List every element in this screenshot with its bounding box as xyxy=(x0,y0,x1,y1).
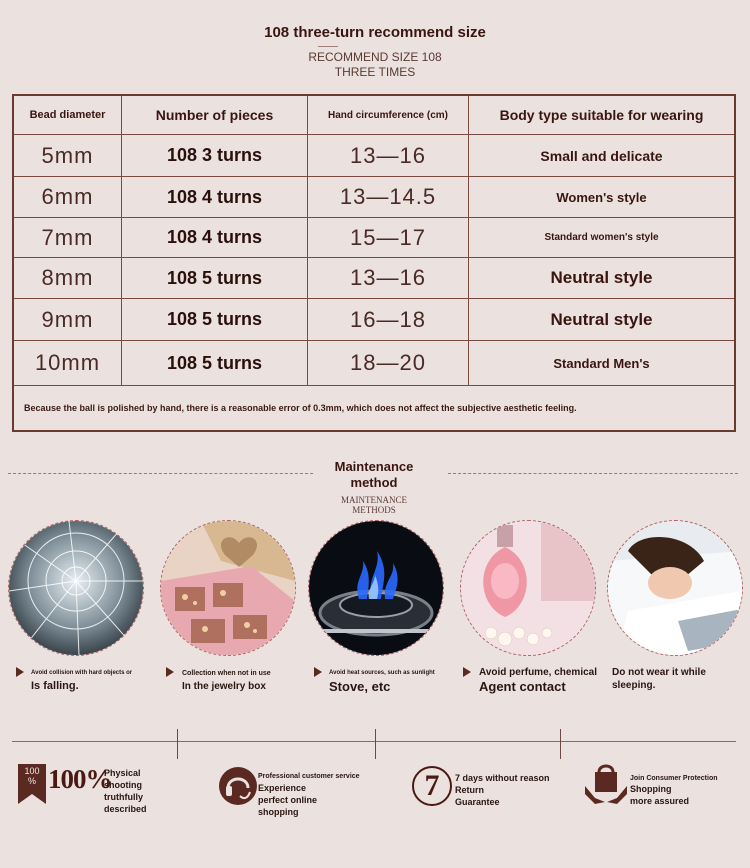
badge-percent: % xyxy=(27,776,36,786)
cell-pieces: 108 3 turns xyxy=(122,135,308,177)
cell-body: Neutral style xyxy=(469,258,736,299)
guarantee-text xyxy=(104,767,147,815)
title-underline xyxy=(318,46,338,47)
caption-small: Avoid collision with hard objects or xyxy=(31,670,133,676)
gas-flame-icon xyxy=(308,520,444,656)
cell-hand: 13—16 xyxy=(308,135,469,177)
caption-pointer-icon xyxy=(16,667,24,677)
cell-pieces: 108 5 turns xyxy=(122,258,308,299)
maintenance-caption xyxy=(612,666,706,692)
size-table xyxy=(12,94,736,432)
cell-diameter: 7mm xyxy=(13,218,122,258)
guarantee-divider xyxy=(12,741,736,742)
guarantee-line: more assured xyxy=(630,796,690,806)
table-row xyxy=(13,177,735,218)
maintenance-caption xyxy=(182,667,271,693)
table-row xyxy=(13,341,735,386)
page-subtitle xyxy=(0,50,750,80)
caption-small: Do not wear it while xyxy=(612,667,706,678)
header-hand-circumference: Hand circumference (cm) xyxy=(308,95,469,135)
maintenance-subtitle-line1: MAINTENANCE xyxy=(341,495,407,505)
guarantee-line: Return xyxy=(455,785,484,795)
caption-pointer-icon xyxy=(166,667,174,677)
caption-big: sleeping. xyxy=(612,680,656,691)
header-bead-diameter: Bead diameter xyxy=(13,95,122,135)
guarantee-tick xyxy=(375,729,376,759)
cell-hand: 18—20 xyxy=(308,341,469,386)
subtitle-line1: RECOMMEND SIZE 108 xyxy=(308,50,442,64)
table-note-row xyxy=(13,386,735,432)
guarantee-line: Shopping xyxy=(630,784,672,794)
guarantee-text xyxy=(455,772,550,808)
headset-icon xyxy=(218,766,258,811)
caption-small: Avoid perfume, chemical xyxy=(479,667,597,678)
cell-pieces: 108 5 turns xyxy=(122,299,308,341)
guarantee-big-number: 100% xyxy=(48,764,112,794)
guarantee-line: truthfully xyxy=(104,792,143,802)
cell-diameter: 10mm xyxy=(13,341,122,386)
cell-diameter: 5mm xyxy=(13,135,122,177)
table-row xyxy=(13,135,735,177)
guarantee-line: 7 days without reason xyxy=(455,773,550,783)
cell-diameter: 8mm xyxy=(13,258,122,299)
guarantee-tick xyxy=(560,729,561,759)
cell-body: Small and delicate xyxy=(469,135,736,177)
sleeping-woman-icon xyxy=(607,520,743,656)
table-row xyxy=(13,299,735,341)
header-body-type: Body type suitable for wearing xyxy=(469,95,736,135)
maintenance-title xyxy=(318,459,430,491)
cell-hand: 16—18 xyxy=(308,299,469,341)
guarantee-text xyxy=(630,774,718,807)
caption-big: Is falling. xyxy=(31,680,79,692)
maintenance-caption xyxy=(479,666,597,695)
divider-left xyxy=(8,473,313,474)
cell-pieces: 108 4 turns xyxy=(122,177,308,218)
shattered-glass-icon xyxy=(8,520,144,656)
cell-pieces: 108 5 turns xyxy=(122,341,308,386)
caption-small: Avoid heat sources, such as sunlight xyxy=(329,670,435,676)
guarantee-line: shooting xyxy=(104,780,142,790)
caption-small: Collection when not in use xyxy=(182,670,271,677)
page-title: 108 three-turn recommend size xyxy=(264,24,486,41)
caption-pointer-icon xyxy=(314,667,322,677)
guarantee-line: Join Consumer Protection xyxy=(630,775,718,782)
perfume-bottle-icon xyxy=(460,520,596,656)
caption-pointer-icon xyxy=(463,667,471,677)
maintenance-subtitle xyxy=(318,495,430,515)
table-header-row xyxy=(13,95,735,135)
guarantee-line: perfect online xyxy=(258,795,318,805)
caption-big: Agent contact xyxy=(479,679,566,694)
table-note: Because the ball is polished by hand, there is a reasonable error of 0.3mm, which does not affect the subjective aesthetic feeling. xyxy=(13,386,735,432)
cell-diameter: 9mm xyxy=(13,299,122,341)
guarantee-line: shopping xyxy=(258,807,299,817)
cell-hand: 13—16 xyxy=(308,258,469,299)
cell-body: Neutral style xyxy=(469,299,736,341)
guarantee-line: Experience xyxy=(258,783,307,793)
subtitle-line2: THREE TIMES xyxy=(334,65,416,79)
caption-big: Stove, etc xyxy=(329,679,391,694)
table-row xyxy=(13,218,735,258)
badge-number: 100 xyxy=(24,766,40,776)
shopping-bag-hands-icon xyxy=(585,762,627,811)
ribbon-badge-icon xyxy=(18,764,46,804)
table-row xyxy=(13,258,735,299)
maintenance-subtitle-line2: METHODS xyxy=(352,505,396,515)
guarantee-line: Guarantee xyxy=(455,797,500,807)
cell-hand: 13—14.5 xyxy=(308,177,469,218)
guarantee-tick xyxy=(177,729,178,759)
cell-body: Standard Men's xyxy=(469,341,736,386)
maintenance-caption xyxy=(31,667,132,693)
caption-big: In the jewelry box xyxy=(182,681,266,692)
guarantee-line: Professional customer service xyxy=(258,773,360,780)
cell-pieces: 108 4 turns xyxy=(122,218,308,258)
jewelry-box-icon xyxy=(160,520,296,656)
header-number-of-pieces: Number of pieces xyxy=(122,95,308,135)
cell-body: Standard women's style xyxy=(469,218,736,258)
guarantee-line: Physical xyxy=(104,768,141,778)
guarantee-text xyxy=(258,772,360,818)
guarantee-line: described xyxy=(104,804,147,814)
divider-right xyxy=(448,473,738,474)
seven-days-circle-icon xyxy=(412,766,452,806)
maintenance-caption xyxy=(329,667,435,693)
cell-diameter: 6mm xyxy=(13,177,122,218)
cell-body: Women's style xyxy=(469,177,736,218)
maintenance-title-line2: method xyxy=(350,475,398,490)
maintenance-title-line1: Maintenance xyxy=(334,459,414,474)
cell-hand: 15—17 xyxy=(308,218,469,258)
seven-days-number: 7 xyxy=(424,769,440,802)
